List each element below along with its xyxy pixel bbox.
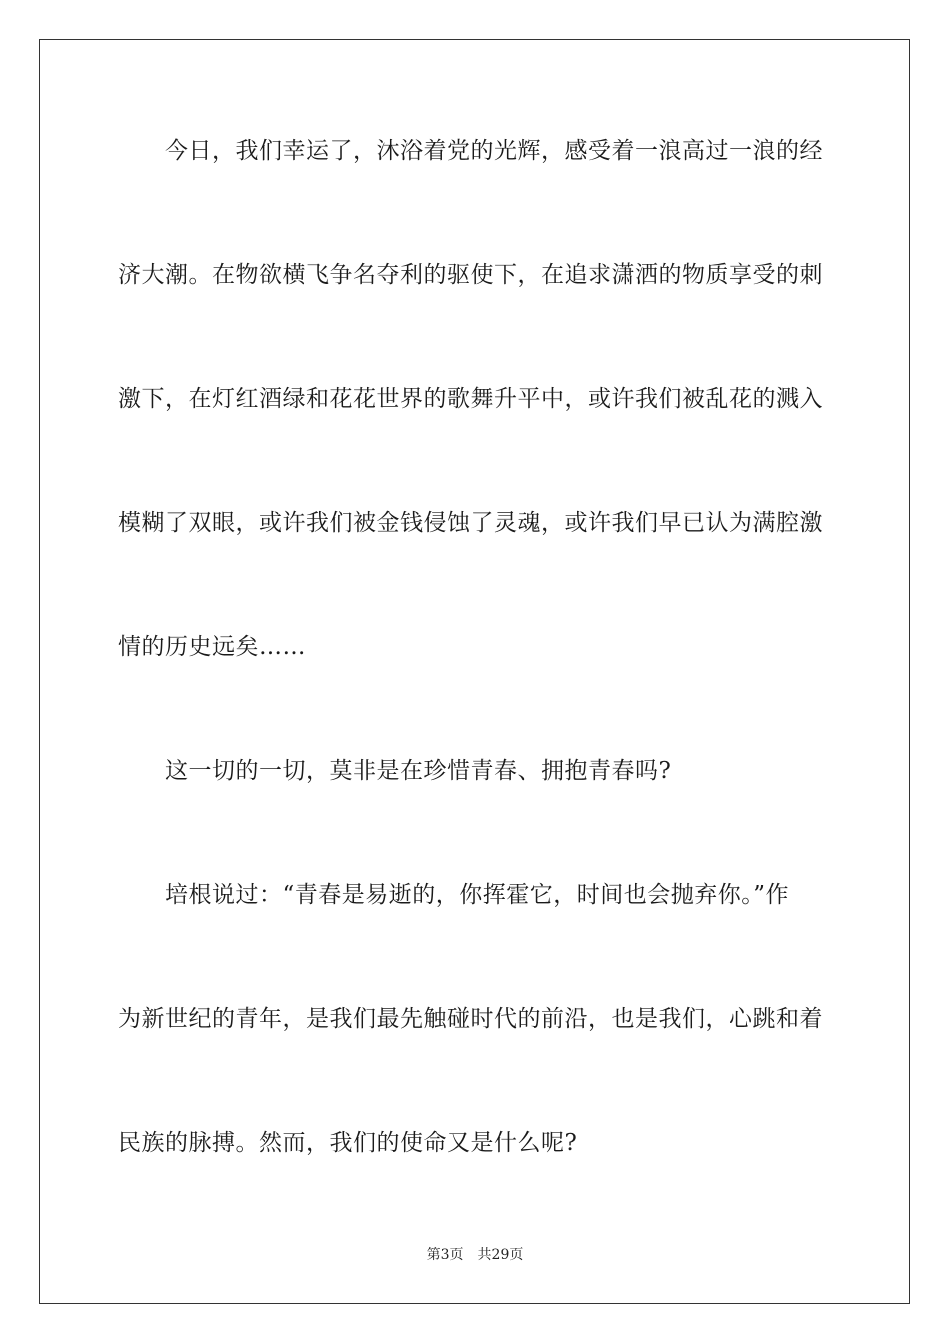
paragraph-1-line-4: 模糊了双眼，或许我们被金钱侵蚀了灵魂，或许我们早已认为满腔激 (118, 510, 823, 536)
paragraph-1-line-1: 今日，我们幸运了，沐浴着党的光辉，感受着一浪高过一浪的经 (165, 138, 823, 164)
paragraph-1-line-5: 情的历史远矣…… (118, 634, 306, 660)
page-footer (0, 1246, 950, 1264)
page-number: 第3页 (426, 1247, 464, 1263)
paragraph-1-line-3: 激下，在灯红酒绿和花花世界的歌舞升平中，或许我们被乱花的溅入 (118, 386, 823, 412)
paragraph-2-line-1: 这一切的一切，莫非是在珍惜青春、拥抱青春吗? (165, 758, 672, 784)
paragraph-1-line-2: 济大潮。在物欲横飞争名夺利的驱使下，在追求潇洒的物质享受的刺 (118, 262, 823, 288)
paragraph-3-line-2: 为新世纪的青年，是我们最先触碰时代的前沿，也是我们，心跳和着 (118, 1006, 823, 1032)
paragraph-3-line-3: 民族的脉搏。然而，我们的使命又是什么呢? (118, 1130, 578, 1156)
page-border (39, 39, 910, 1304)
page-total: 共29页 (477, 1247, 524, 1263)
paragraph-3-line-1: 培根说过：“青春是易逝的，你挥霍它，时间也会抛弃你。”作 (165, 882, 790, 908)
